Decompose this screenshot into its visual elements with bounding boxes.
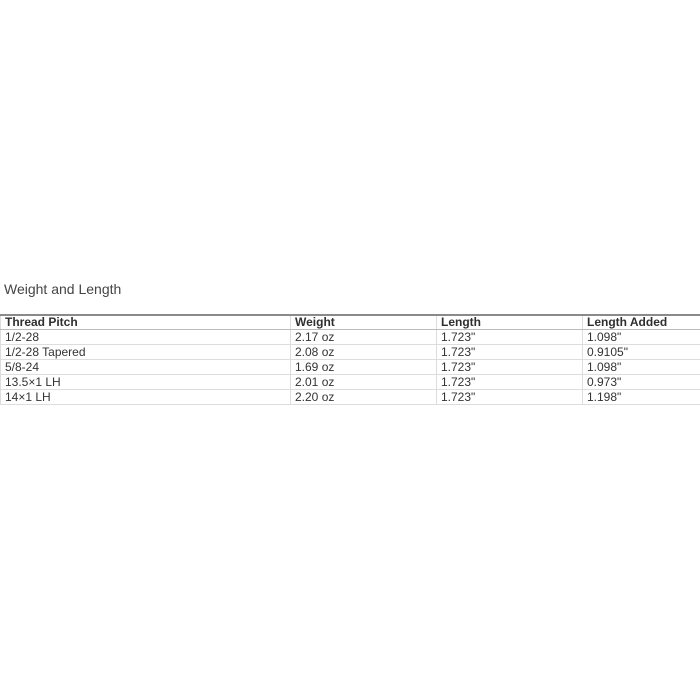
table-cell: 1/2-28 Tapered [1,345,291,360]
table-row [1,375,700,390]
table-cell: 0.9105" [583,345,700,360]
table-row [1,390,700,405]
table-cell: 2.08 oz [291,345,437,360]
table-cell: 13.5×1 LH [1,375,291,390]
table-row [1,330,700,345]
specs-table-body [1,330,700,405]
table-cell: 1.098" [583,360,700,375]
specs-table [0,314,700,405]
table-cell: 1.723" [437,330,583,345]
section-title: Weight and Length [4,281,122,297]
table-cell: 5/8-24 [1,360,291,375]
table-cell: 2.17 oz [291,330,437,345]
column-header-thread-pitch: Thread Pitch [1,315,291,330]
table-cell: 2.01 oz [291,375,437,390]
table-cell: 1/2-28 [1,330,291,345]
table-cell: 1.723" [437,375,583,390]
specs-table-header-row [1,315,700,330]
table-cell: 1.723" [437,345,583,360]
table-cell: 2.20 oz [291,390,437,405]
column-header-length: Length [437,315,583,330]
table-row [1,360,700,375]
table-cell: 1.098" [583,330,700,345]
table-cell: 0.973" [583,375,700,390]
column-header-length-added: Length Added [583,315,700,330]
column-header-weight: Weight [291,315,437,330]
table-cell: 1.723" [437,360,583,375]
table-cell: 1.198" [583,390,700,405]
table-cell: 1.723" [437,390,583,405]
table-cell: 1.69 oz [291,360,437,375]
table-cell: 14×1 LH [1,390,291,405]
table-row [1,345,700,360]
